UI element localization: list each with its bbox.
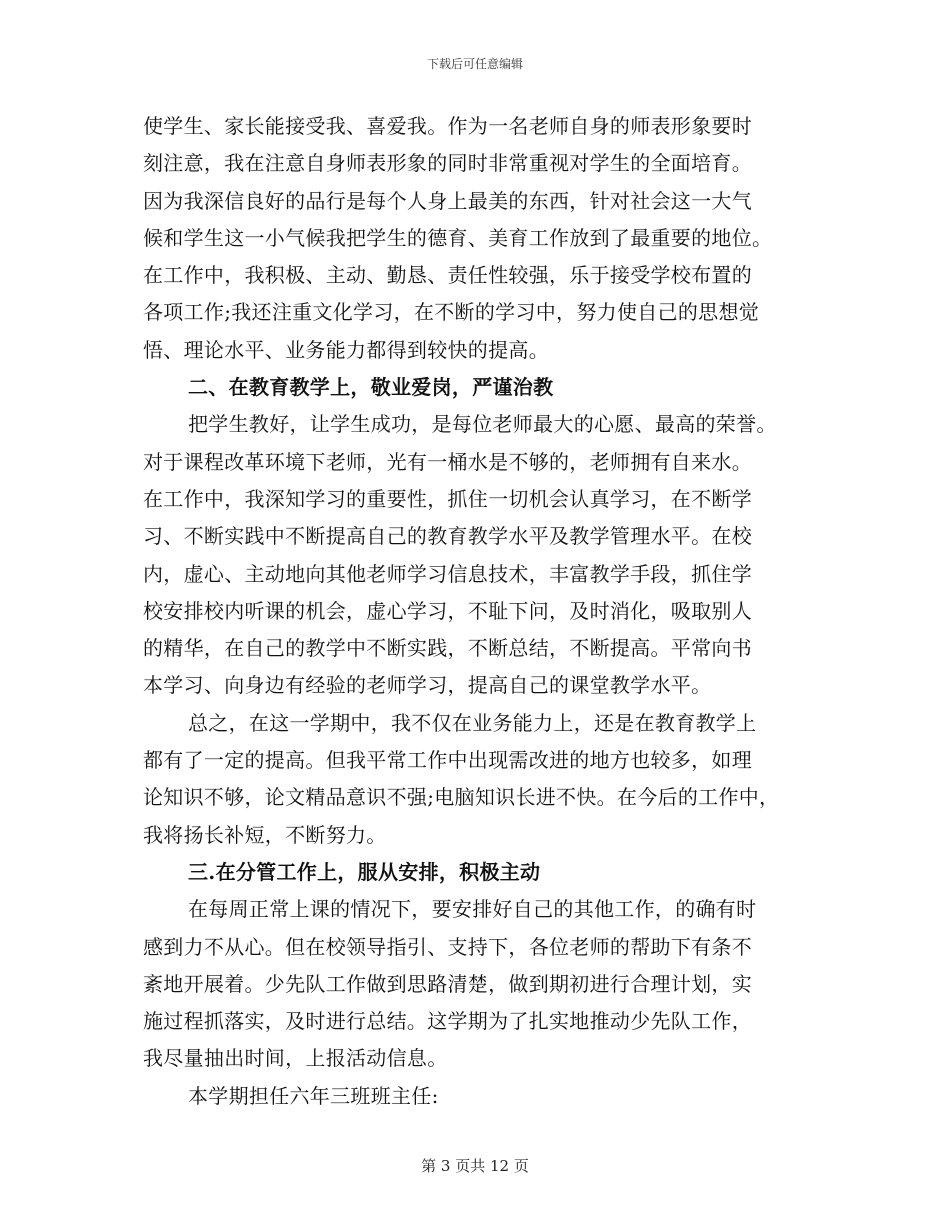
text-line: 在工作中，我深知学习的重要性，抓住一切机会认真学习，在不断学 [143, 486, 752, 511]
text-line: 都有了一定的提高。但我平常工作中出现需改进的地方也较多，如理 [143, 748, 752, 773]
text-line: 的精华，在自己的教学中不断实践，不断总结，不断提高。平常向书 [143, 636, 752, 661]
text-line: 总之，在这一学期中，我不仅在业务能力上，还是在教育教学上 [188, 710, 757, 735]
text-line: 把学生教好，让学生成功，是每位老师最大的心愿、最高的荣誉。 [188, 412, 777, 437]
text-line: 悟、理论水平、业务能力都得到较快的提高。 [143, 337, 549, 362]
text-line: 对于课程改革环境下老师，光有一桶水是不够的，老师拥有自来水。 [143, 449, 752, 474]
text-line: 校安排校内听课的机会，虚心学习，不耻下问，及时消化，吸取别人 [143, 598, 752, 623]
text-line: 使学生、家长能接受我、喜爱我。作为一名老师自身的师表形象要时 [143, 114, 752, 138]
text-line: 施过程抓落实，及时进行总结。这学期为了扎实地推动少先队工作， [143, 1009, 752, 1034]
text-line: 在每周正常上课的情况下，要安排好自己的其他工作，的确有时 [188, 897, 757, 922]
text-line: 本学期担任六年三班班主任: [188, 1083, 439, 1108]
text-line: 习、不断实践中不断提高自己的教育教学水平及教学管理水平。在校 [143, 524, 752, 549]
text-line: 刻注意，我在注意自身师表形象的同时非常重视对学生的全面培育。 [143, 151, 752, 176]
text-line: 感到力不从心。但在校领导指引、支持下，各位老师的帮助下有条不 [143, 934, 752, 959]
page-header: 下载后可任意编辑 [426, 57, 523, 71]
text-line: 在工作中，我积极、主动、勤恳、责任性较强，乐于接受学校布置的 [143, 263, 752, 288]
section-heading: 二、在教育教学上，敬业爱岗，严谨治教 [188, 375, 554, 400]
text-line: 各项工作;我还注重文化学习，在不断的学习中，努力使自己的思想觉 [143, 300, 760, 325]
text-line: 因为我深信良好的品行是每个人身上最美的东西，针对社会这一大气 [143, 188, 752, 213]
text-line: 本学习、向身边有经验的老师学习，提高自己的课堂教学水平。 [143, 673, 712, 698]
text-line: 我尽量抽出时间，上报活动信息。 [143, 1046, 448, 1071]
text-line: 内，虚心、主动地向其他老师学习信息技术，丰富教学手段，抓住学 [143, 561, 752, 586]
text-line: 候和学生这一小气候我把学生的德育、美育工作放到了最重要的地位。 [143, 225, 773, 250]
section-heading: 三.在分管工作上，服从安排，积极主动 [188, 859, 541, 884]
text-line: 紊地开展着。少先队工作做到思路清楚，做到期初进行合理计划，实 [143, 971, 752, 996]
text-line: 论知识不够，论文精品意识不强;电脑知识长进不快。在今后的工作中， [143, 785, 780, 810]
page-footer: 第 3 页共 12 页 [421, 1157, 529, 1175]
document-body [143, 108, 823, 1115]
text-line: 我将扬长补短，不断努力。 [143, 822, 387, 847]
